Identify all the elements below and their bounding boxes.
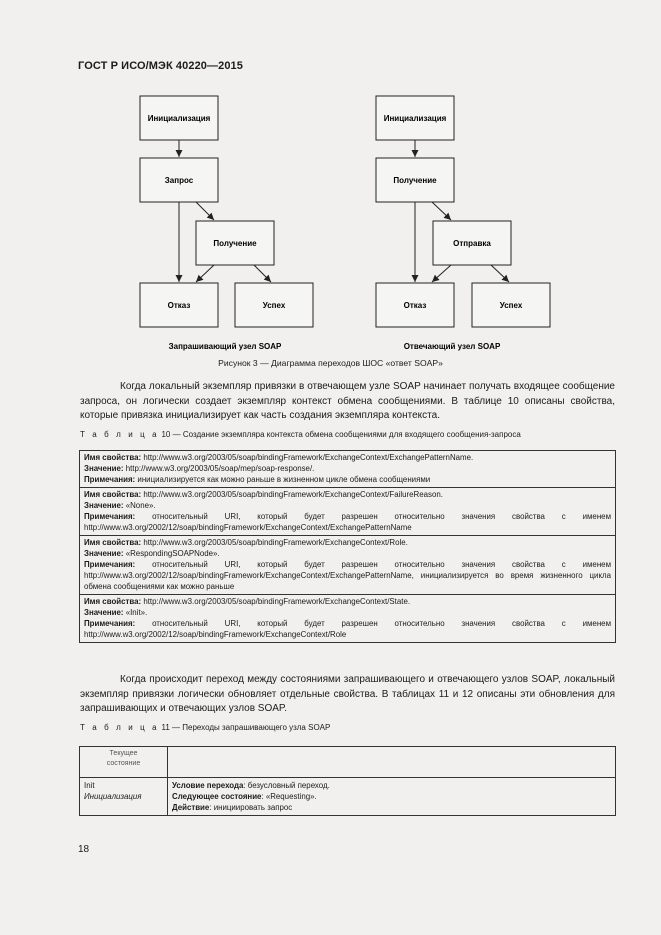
- next-label: Следующее состояние: [172, 792, 262, 801]
- prop-value: «RespondingSOAPNode».: [125, 549, 220, 558]
- prop-note-label: Примечания:: [84, 512, 136, 521]
- state-name-ru: Инициализация: [84, 792, 142, 801]
- header-line-1: Текущее: [109, 750, 138, 757]
- prop-name: http://www.w3.org/2003/05/soap/bindingFramework/ExchangeContext/ExchangePatternName.: [143, 453, 474, 462]
- table11-caption-prefix: Т а б л и ц а: [80, 723, 160, 732]
- prop-value: http://www.w3.org/2003/05/soap/mep/soap-response/.: [125, 464, 315, 473]
- prop-value-label: Значение:: [84, 608, 124, 617]
- left-diagram-label: Запрашивающий узел SOAP: [168, 342, 282, 351]
- state-name: Init: [84, 781, 95, 790]
- prop-name-label: Имя свойства:: [84, 597, 142, 606]
- header-current-state: [80, 747, 168, 778]
- prop-value-label: Значение:: [84, 464, 124, 473]
- left-arrow-request-receive: [196, 202, 214, 220]
- state-diagram: [0, 0, 661, 360]
- right-arrow-receive-send: [432, 202, 451, 220]
- prop-name: http://www.w3.org/2003/05/soap/bindingFramework/ExchangeContext/Role.: [143, 538, 408, 547]
- table-header-row: [80, 747, 616, 778]
- table-cell: [80, 488, 616, 536]
- prop-note: относительный URI, который будет разрешен относительно значения свойства с именем http://www.w3.org/2002/12/soap/bindingFramework/ExchangeContext/Role: [84, 619, 611, 639]
- page-number: 18: [78, 844, 90, 855]
- table10: [79, 450, 616, 643]
- table11: [79, 746, 616, 816]
- paragraph-1-text: Когда локальный экземпляр привязки в отвечающем узле SOAP начинает получать входящее сообщение запроса, он логически создает экземпляр контекст обмена сообщениями. В таблице 10 описаны свойства, которые привязка инициализирует как часть создания экземпляра контекста.: [80, 381, 615, 421]
- table10-caption-number: 10: [161, 430, 171, 439]
- cond-label: Условие перехода: [172, 781, 244, 790]
- prop-note-label: Примечания:: [84, 560, 136, 569]
- paragraph-2: [80, 673, 615, 717]
- transition-cell: [168, 778, 616, 816]
- prop-note-label: Примечания:: [84, 475, 136, 484]
- table11-caption-text: — Переходы запрашивающего узла SOAP: [172, 723, 331, 732]
- state-cell: [80, 778, 168, 816]
- table-cell: [80, 536, 616, 595]
- table10-caption-text: — Создание экземпляра контекста обмена сообщениями для входящего сообщения-запроса: [172, 430, 521, 439]
- table-cell: [80, 451, 616, 488]
- header-empty-cell: [168, 747, 616, 778]
- cond-value: : безусловный переход.: [243, 781, 330, 790]
- right-arrow-send-fail: [432, 265, 451, 282]
- left-box-success-label: Успех: [262, 301, 286, 310]
- prop-name-label: Имя свойства:: [84, 538, 142, 547]
- right-diagram-label: Отвечающий узел SOAP: [403, 342, 501, 351]
- left-box-request-label: Запрос: [164, 176, 194, 185]
- table10-caption-prefix: Т а б л и ц а: [80, 430, 160, 439]
- right-box-init-label: Инициализация: [383, 114, 447, 123]
- right-diagram: [376, 96, 550, 351]
- table-row: [80, 536, 616, 595]
- prop-value-label: Значение:: [84, 501, 124, 510]
- table-row: [80, 595, 616, 643]
- table-cell: [80, 595, 616, 643]
- left-arrow-receive-success: [254, 265, 271, 282]
- prop-note-label: Примечания:: [84, 619, 136, 628]
- prop-value: «Init».: [125, 608, 148, 617]
- prop-note: относительный URI, который будет разрешен относительно значения свойства с именем http://www.w3.org/2002/12/soap/bindingFramework/ExchangeContext/ExchangePatternName, инициализируется во время жизненного цикла обмена сообщениями как можно раньше: [84, 560, 611, 591]
- prop-value-label: Значение:: [84, 549, 124, 558]
- left-box-fail-label: Отказ: [167, 301, 191, 310]
- right-arrow-send-success: [491, 265, 509, 282]
- table10-caption: [80, 430, 521, 439]
- paragraph-2-text: Когда происходит переход между состояниями запрашивающего и отвечающего узлов SOAP, локальный экземпляр привязки логически обновляет отдельные свойства. В таблицах 11 и 12 описаны эти обновления для запрашивающих и отвечающих узлов SOAP.: [80, 674, 615, 714]
- table11-caption: [80, 723, 330, 732]
- header-line-2: состояние: [106, 759, 141, 767]
- right-box-fail-label: Отказ: [403, 301, 427, 310]
- figure-caption: Рисунок 3 — Диаграмма переходов ШОС «ответ SOAP»: [218, 358, 443, 368]
- left-diagram: [140, 96, 313, 351]
- table-row: [80, 488, 616, 536]
- left-arrow-receive-fail: [196, 265, 214, 282]
- next-value: : «Requesting».: [261, 792, 317, 801]
- prop-value: «None».: [125, 501, 156, 510]
- right-box-send-label: Отправка: [453, 239, 491, 248]
- left-box-init-label: Инициализация: [147, 114, 211, 123]
- action-label: Действие: [172, 803, 210, 812]
- prop-note: относительный URI, который будет разрешен относительно значения свойства с именем http://www.w3.org/2002/12/soap/bindingFramework/ExchangeContext/ExchangePatternName: [84, 512, 611, 532]
- standard-header: ГОСТ Р ИСО/МЭК 40220—2015: [78, 60, 243, 72]
- prop-name: http://www.w3.org/2003/05/soap/bindingFramework/ExchangeContext/FailureReason.: [143, 490, 443, 499]
- right-box-success-label: Успех: [499, 301, 523, 310]
- left-box-receive-label: Получение: [213, 239, 257, 248]
- prop-name: http://www.w3.org/2003/05/soap/bindingFramework/ExchangeContext/State.: [143, 597, 411, 606]
- table-row: [80, 778, 616, 816]
- prop-name-label: Имя свойства:: [84, 453, 142, 462]
- right-box-receive-label: Получение: [393, 176, 437, 185]
- action-value: : инициировать запрос: [209, 803, 293, 812]
- prop-note: инициализируется как можно раньше в жизненном цикле обмена сообщениями: [137, 475, 431, 484]
- table11-caption-number: 11: [161, 723, 170, 732]
- table-row: [80, 451, 616, 488]
- paragraph-1: [80, 380, 615, 424]
- prop-name-label: Имя свойства:: [84, 490, 142, 499]
